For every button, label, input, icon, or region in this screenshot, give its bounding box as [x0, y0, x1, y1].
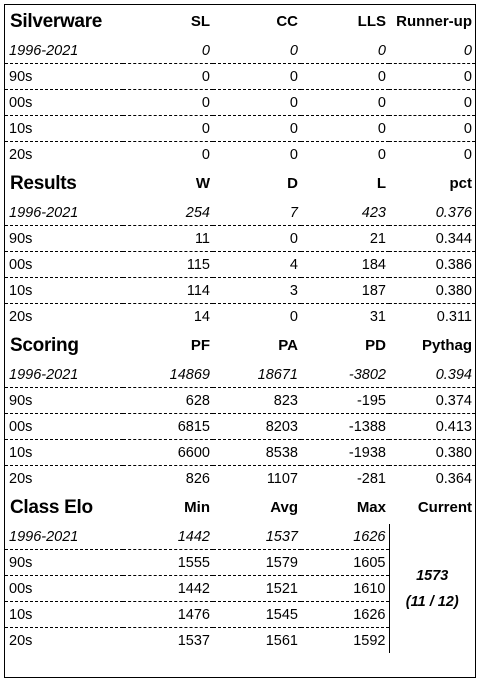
current-elo-cell	[389, 524, 475, 653]
column-header: Pythag	[421, 337, 472, 354]
column-header: Avg	[270, 499, 298, 516]
column-header: Max	[356, 499, 386, 516]
table-cell: 1561	[265, 632, 298, 649]
table-cell: 0.374	[389, 388, 475, 414]
table-cell: 8538	[213, 440, 301, 466]
table-cell: 0.376	[389, 200, 475, 226]
table-cell: 1610	[301, 576, 389, 602]
table-row	[5, 142, 475, 168]
row-label: 1996-2021	[5, 524, 123, 550]
table-row	[5, 524, 475, 550]
table-row	[5, 414, 475, 440]
table-cell: 254	[123, 200, 213, 226]
table-cell: 184	[301, 252, 389, 278]
column-header: D	[287, 175, 298, 192]
table-cell: 115	[123, 252, 213, 278]
row-label: 00s	[5, 576, 123, 602]
table-cell: 0	[389, 38, 475, 64]
table-cell: 423	[301, 200, 389, 226]
table-cell: 31	[369, 308, 386, 325]
table-cell: 18671	[213, 362, 301, 388]
table-cell: 0	[213, 226, 301, 252]
table-cell: 0	[301, 64, 389, 90]
table-cell: 1592	[353, 632, 386, 649]
table-cell: 0.380	[389, 278, 475, 304]
stats-card	[4, 4, 476, 678]
table-cell: 0.386	[389, 252, 475, 278]
table-row	[5, 252, 475, 278]
table-cell: -3802	[301, 362, 389, 388]
table-cell: 0	[123, 64, 213, 90]
table-cell: 1442	[123, 524, 213, 550]
table-cell: 21	[301, 226, 389, 252]
row-label: 00s	[5, 90, 123, 116]
results-title: Results	[10, 172, 77, 194]
table-cell: 0	[389, 64, 475, 90]
table-row	[5, 226, 475, 252]
row-label: 20s	[9, 632, 33, 649]
table-cell: -1388	[301, 414, 389, 440]
table-cell: 1521	[213, 576, 301, 602]
row-label: 1996-2021	[5, 362, 123, 388]
row-label: 90s	[5, 550, 123, 576]
column-header: Min	[184, 499, 210, 516]
table-row	[5, 116, 475, 142]
table-cell: -195	[301, 388, 389, 414]
table-cell: 826	[185, 470, 210, 487]
table-cell: 1626	[301, 524, 389, 550]
table-cell: 0	[201, 146, 210, 163]
table-cell: 1537	[177, 632, 210, 649]
table-cell: 823	[213, 388, 301, 414]
table-cell: 0	[213, 38, 301, 64]
row-label: 90s	[5, 64, 123, 90]
table-cell: 0	[389, 116, 475, 142]
table-cell: 0.394	[389, 362, 475, 388]
table-row	[5, 304, 475, 330]
table-cell: 0	[213, 64, 301, 90]
table-cell: 14	[193, 308, 210, 325]
row-label: 90s	[5, 226, 123, 252]
column-header: PD	[365, 337, 386, 354]
row-label: 20s	[9, 470, 33, 487]
row-label: 10s	[5, 602, 123, 628]
table-cell: 628	[123, 388, 213, 414]
column-header: pct	[449, 175, 472, 192]
table-cell: 1579	[213, 550, 301, 576]
silverware-header-row	[5, 5, 475, 38]
table-cell: 0	[213, 90, 301, 116]
row-label: 90s	[5, 388, 123, 414]
table-cell: 1626	[301, 602, 389, 628]
table-cell: 187	[301, 278, 389, 304]
table-cell: 6600	[123, 440, 213, 466]
row-label: 00s	[5, 252, 123, 278]
table-cell: 0	[301, 90, 389, 116]
table-cell: 0	[289, 146, 298, 163]
table-cell: 0.380	[389, 440, 475, 466]
column-header: SL	[190, 13, 210, 30]
scoring-title: Scoring	[10, 334, 79, 356]
table-cell: 1476	[123, 602, 213, 628]
table-row	[5, 64, 475, 90]
current-elo-rank: (11 / 12)	[405, 593, 459, 610]
table-row	[5, 38, 475, 64]
row-label: 20s	[9, 146, 33, 163]
table-cell: 11	[123, 226, 213, 252]
table-cell: 0	[123, 90, 213, 116]
column-header: CC	[276, 13, 298, 30]
column-header: L	[376, 175, 386, 192]
current-elo-value: 1573	[416, 567, 449, 584]
row-label: 1996-2021	[5, 200, 123, 226]
table-cell: 6815	[123, 414, 213, 440]
table-cell: 0	[123, 116, 213, 142]
scoring-header-row	[5, 329, 475, 362]
row-label: 00s	[5, 414, 123, 440]
silverware-title: Silverware	[10, 10, 103, 32]
table-cell: 0	[389, 90, 475, 116]
column-header: Runner-up	[396, 13, 472, 30]
table-cell: 7	[213, 200, 301, 226]
column-header: PF	[190, 337, 210, 354]
table-cell: 0	[301, 116, 389, 142]
table-row	[5, 362, 475, 388]
table-cell: 0.413	[389, 414, 475, 440]
table-cell: 1442	[123, 576, 213, 602]
table-cell: 114	[123, 278, 213, 304]
row-label: 1996-2021	[5, 38, 123, 64]
table-row	[5, 200, 475, 226]
table-cell: 0	[377, 146, 386, 163]
column-header: W	[195, 175, 210, 192]
table-cell: -281	[356, 470, 386, 487]
class-elo-title: Class Elo	[10, 496, 93, 518]
row-label: 10s	[5, 278, 123, 304]
table-cell: 14869	[123, 362, 213, 388]
table-cell: 1537	[213, 524, 301, 550]
column-header: LLS	[357, 13, 386, 30]
class-elo-header-row	[5, 491, 475, 524]
table-row	[5, 440, 475, 466]
table-cell: 4	[213, 252, 301, 278]
table-cell: 0	[463, 146, 472, 163]
stats-table	[5, 5, 475, 653]
row-label: 10s	[5, 440, 123, 466]
row-label: 10s	[5, 116, 123, 142]
table-row	[5, 90, 475, 116]
table-cell: 0.311	[436, 308, 472, 325]
table-cell: 1107	[266, 470, 298, 487]
row-label: 20s	[9, 308, 33, 325]
table-row	[5, 466, 475, 492]
table-cell: 3	[213, 278, 301, 304]
table-row	[5, 388, 475, 414]
table-cell: 0	[213, 116, 301, 142]
table-cell: 0.364	[435, 470, 472, 487]
table-cell: 0	[123, 38, 213, 64]
column-header: Current	[417, 499, 472, 516]
table-row	[5, 278, 475, 304]
table-cell: 0	[301, 38, 389, 64]
results-header-row	[5, 167, 475, 200]
table-cell: 8203	[213, 414, 301, 440]
column-header: PA	[278, 337, 298, 354]
table-cell: 1605	[301, 550, 389, 576]
table-cell: -1938	[301, 440, 389, 466]
table-cell: 0.344	[389, 226, 475, 252]
table-cell: 0	[289, 308, 298, 325]
table-cell: 1545	[213, 602, 301, 628]
table-cell: 1555	[123, 550, 213, 576]
